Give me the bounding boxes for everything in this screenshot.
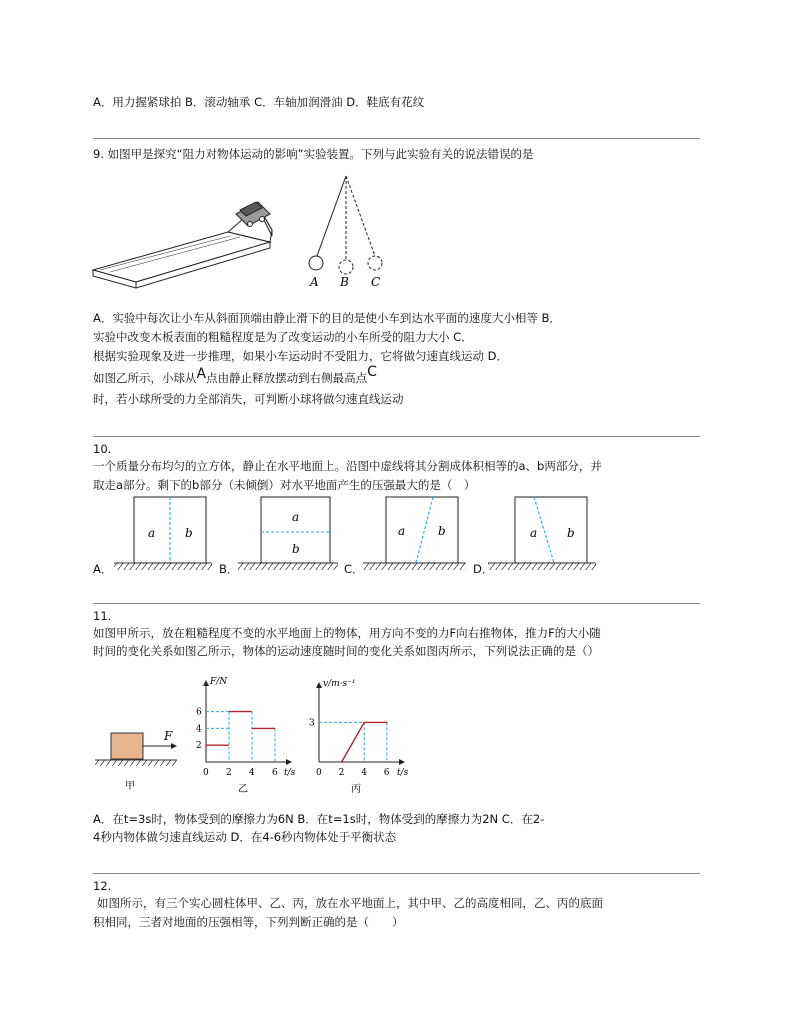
- q12-number: 12.: [93, 879, 112, 893]
- x-tick-label: 2: [338, 768, 345, 778]
- y-tick-label: 4: [196, 724, 202, 735]
- divider: [93, 138, 700, 139]
- q11-options-1: A．在t=3s时，物体受到的摩擦力为6N B．在t=1s时，物体受到的摩擦力为2N C．在2-: [93, 812, 545, 826]
- q9-line-3: 根据实验现象及进一步推理，如果小车运动时不受阻力，它将做匀速直线运动 D．: [93, 349, 509, 363]
- y-axis-label: F/N: [210, 677, 228, 687]
- x-axis-arrow: [399, 759, 405, 765]
- q10-option-a: A．: [93, 562, 113, 576]
- q11-number: 11.: [93, 609, 112, 623]
- y-axis-label: v/m·s⁻¹: [323, 679, 356, 689]
- x-axis-arrow: [286, 759, 292, 765]
- q10-number: 10.: [93, 442, 112, 456]
- velocity-point: [363, 722, 365, 724]
- pendulum-label-a: A: [310, 275, 319, 289]
- cube-b-part-b: b: [292, 542, 300, 556]
- x-tick-label: 4: [361, 768, 367, 778]
- pendulum-label-c: C: [371, 275, 381, 289]
- cube-c-part-a: a: [398, 524, 406, 538]
- x-tick-label: 0: [316, 768, 322, 778]
- y-tick-label: 2: [196, 741, 202, 752]
- x-tick-label: 4: [249, 768, 255, 778]
- velocity-point: [386, 722, 388, 724]
- cube-b-part-a: a: [292, 510, 300, 524]
- q12-stem-1: 如图所示，有三个实心圆柱体甲、乙、丙，放在水平地面上，其中甲、乙的高度相同，乙、丙的底面: [97, 896, 603, 910]
- cube-a-part-b: b: [185, 526, 193, 540]
- chart-caption: 丙: [351, 784, 361, 795]
- q10-option-b: B．: [219, 562, 239, 576]
- ramp-figure: [90, 190, 320, 290]
- pendulum-label-b: B: [340, 275, 349, 289]
- force-label: F: [164, 729, 173, 743]
- q9-line-1: A．实验中每次让小车从斜面顶端由静止滑下的目的是使小车到达水平面的速度大小相等 B．: [93, 311, 561, 325]
- x-tick-label: 0: [203, 768, 209, 778]
- q9-line-4: 如图乙所示，小球从A点由静止释放摆动到右侧最高点C: [93, 364, 377, 385]
- cube-d-part-a: a: [530, 526, 538, 540]
- q8-options: A．用力握紧球拍 B．滚动轴承 C．车轴加润滑油 D．鞋底有花纹: [93, 95, 425, 109]
- y-axis-arrow: [316, 682, 322, 688]
- q11-stem-2: 时间的变化关系如图乙所示，物体的运动速度随时间的变化关系如图丙所示，下列说法正确的是（）: [93, 644, 599, 658]
- cube-d-part-b: b: [567, 526, 575, 540]
- divider: [93, 873, 700, 874]
- chart-caption: 乙: [238, 784, 248, 795]
- q10-option-d: D．: [473, 562, 494, 576]
- x-tick-label: 2: [226, 768, 232, 778]
- cube-c-part-b: b: [438, 524, 446, 538]
- pendulum-figure: [300, 172, 400, 287]
- x-tick-label: 6: [272, 768, 278, 778]
- q10-stem-2: 取走a部分。剩下的b部分（未倾倒）对水平地面产生的压强最大的是（ ）: [93, 478, 476, 492]
- q12-stem-2: 积相同，三者对地面的压强相等，下列判断正确的是（ ）: [93, 915, 404, 929]
- y-axis-arrow: [203, 680, 209, 686]
- q11-stem-1: 如图甲所示，放在粗糙程度不变的水平地面上的物体，用方向不变的力F向右推物体，推力F的大小随: [93, 626, 601, 640]
- fig-jia-caption: 甲: [125, 781, 135, 792]
- q10-option-c: C．: [344, 562, 364, 576]
- divider: [93, 436, 700, 437]
- divider: [93, 603, 700, 604]
- y-tick-label: 6: [196, 707, 202, 718]
- q9-line-5: 时，若小球所受的力全部消失，可判断小球将做匀速直线运动: [93, 392, 404, 406]
- x-axis-label: t/s: [284, 768, 296, 778]
- q9-line-2: 实验中改变木板表面的粗糙程度是为了改变运动的小车所受的阻力大小 C．: [93, 330, 473, 344]
- velocity-point: [341, 761, 343, 763]
- q11-options-2: 4秒内物体做匀速直线运动 D．在4-6秒内物体处于平衡状态: [93, 830, 397, 844]
- cube-a-part-a: a: [148, 526, 156, 540]
- q9-stem: 9. 如图甲是探究“阻力对物体运动的影响”实验装置。下列与此实验有关的说法错误的是: [93, 147, 534, 161]
- q11-fig-jia: [95, 725, 185, 797]
- chart-force-time: [190, 674, 305, 799]
- x-tick-label: 6: [383, 768, 390, 778]
- chart-velocity-time: [305, 676, 415, 799]
- q10-stem-1: 一个质量分布均匀的立方体，静止在水平地面上。沿图中虚线将其分割成体积相等的a、b两部分，并: [93, 459, 602, 473]
- y-tick-label: 3: [309, 718, 315, 729]
- x-axis-label: t/s: [397, 768, 409, 778]
